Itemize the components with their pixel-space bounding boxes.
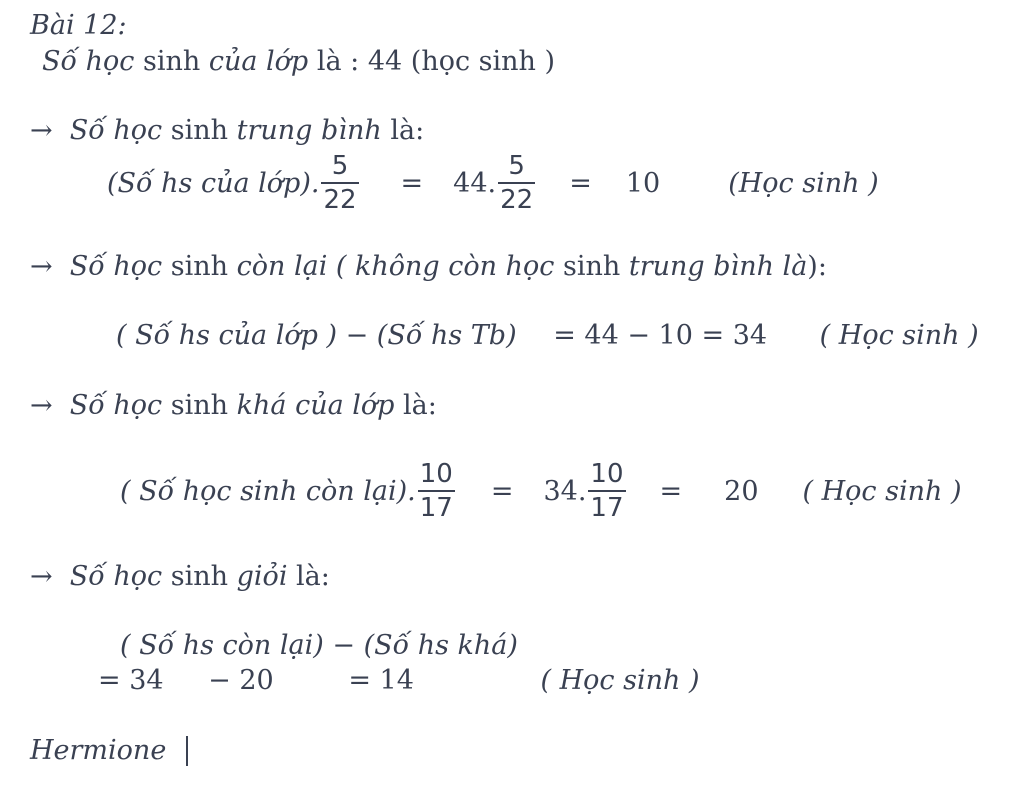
step4-heading	[30, 563, 330, 590]
step3-plain: sinh	[170, 390, 229, 421]
equals-sign: =	[659, 475, 683, 507]
intro-is: là	[316, 46, 342, 77]
signature	[30, 737, 166, 764]
fraction-numerator: 10	[590, 459, 624, 489]
step4-calc-a: = 34	[98, 665, 164, 696]
step1-plain: sinh	[170, 115, 229, 146]
step2-plain: sinh	[170, 251, 237, 282]
step1-qualifier: trung bình	[236, 115, 382, 146]
signature-text: Hermione	[30, 735, 167, 766]
fraction-denominator: 22	[498, 182, 535, 213]
step1-result: 10	[625, 167, 661, 199]
step1-fraction-2	[498, 153, 535, 213]
step2-qualifier2: trung bình là	[628, 251, 808, 282]
step2-qualifier: còn lại ( không còn học	[236, 251, 555, 282]
step1-is: là:	[390, 115, 425, 146]
step3-fraction-2	[588, 461, 625, 521]
fraction-numerator: 10	[419, 459, 453, 489]
step1-mult: 44.	[453, 167, 497, 199]
step3-mult: 34.	[543, 475, 587, 507]
fraction-denominator: 17	[418, 490, 455, 521]
fraction-denominator: 22	[321, 182, 358, 213]
step1-subject: Số học	[69, 115, 163, 146]
fraction-numerator: 5	[331, 151, 349, 181]
step2-calc: = 44 − 10 = 34	[553, 320, 768, 351]
step4-plain: sinh	[170, 561, 229, 592]
step4-calc-line	[98, 667, 699, 694]
step1-unit: (Học sinh )	[728, 167, 879, 199]
intro-value: : 44	[350, 46, 403, 77]
step3-fraction	[418, 461, 455, 521]
step3-unit: ( Học sinh )	[802, 475, 962, 507]
text-cursor	[186, 736, 188, 766]
step2-subject: Số học	[69, 251, 163, 282]
step4-unit: ( Học sinh )	[540, 665, 700, 696]
step1-heading	[30, 117, 424, 144]
step4-expr: ( Số hs còn lại) − (Số hs khá)	[120, 630, 518, 661]
step4-calc-b: − 20	[208, 665, 274, 696]
fraction-denominator: 17	[588, 490, 625, 521]
intro-line	[42, 48, 555, 75]
step2-close: ):	[807, 251, 827, 282]
step3-heading	[30, 392, 437, 419]
problem-title	[30, 12, 127, 39]
arrow-icon: →	[30, 251, 53, 282]
step4-subject: Số học	[69, 561, 163, 592]
intro-of-class: của lớp	[208, 46, 309, 77]
step4-is: là:	[296, 561, 330, 592]
step3-expr: ( Số học sinh còn lại).	[120, 475, 416, 507]
arrow-icon: →	[30, 390, 53, 421]
equals-sign: =	[400, 167, 424, 199]
step4-qualifier: giỏi	[236, 561, 288, 592]
fraction-numerator: 5	[508, 151, 525, 181]
step3-subject: Số học	[69, 390, 163, 421]
step2-expr: ( Số hs của lớp ) − (Số hs Tb)	[116, 320, 517, 351]
step3-result: 20	[724, 475, 759, 507]
step2-heading	[30, 253, 827, 280]
step1-formula	[107, 148, 879, 218]
step2-unit: ( Học sinh )	[819, 320, 979, 351]
intro-unit: (học sinh )	[410, 46, 556, 77]
step1-fraction	[321, 153, 358, 213]
step2-plain2: sinh	[563, 251, 629, 282]
intro-plain: sinh	[142, 46, 201, 77]
intro-subject: Số học	[42, 46, 135, 77]
step4-expr-line	[120, 632, 518, 659]
step3-qualifier: khá của lớp	[236, 390, 395, 421]
arrow-icon: →	[30, 561, 53, 592]
equals-sign: =	[490, 475, 514, 507]
problem-title-text: Bài 12:	[30, 10, 127, 41]
step2-formula	[116, 322, 979, 349]
step3-is: là:	[403, 390, 437, 421]
equals-sign: =	[569, 167, 592, 199]
step3-formula	[120, 456, 962, 526]
step4-calc-c: = 14	[348, 665, 414, 696]
step1-expr: (Số hs của lớp).	[107, 167, 320, 199]
arrow-icon: →	[30, 115, 53, 146]
